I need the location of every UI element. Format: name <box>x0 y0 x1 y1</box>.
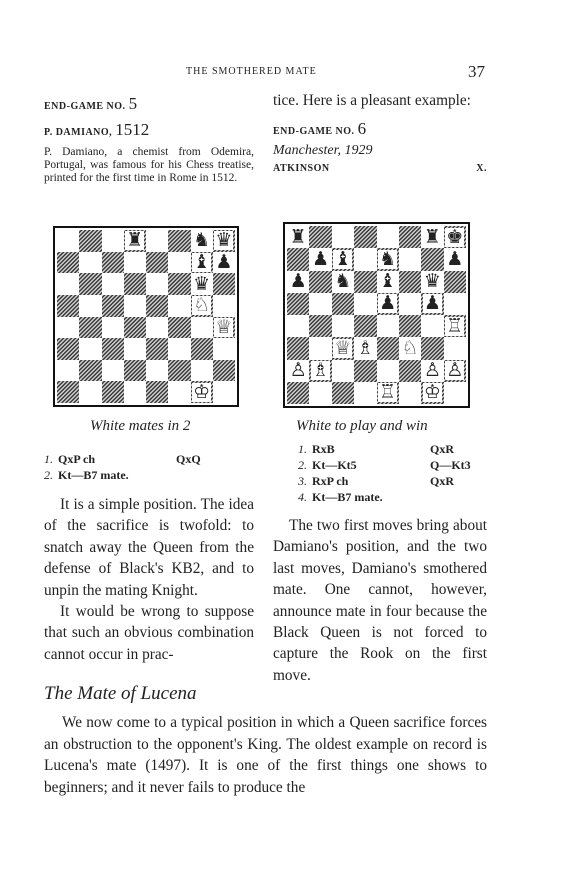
black-move: Q—Kt3 <box>430 458 471 472</box>
chess-piece: ♝ <box>334 248 352 270</box>
board-square <box>168 273 190 295</box>
left-column <box>44 94 254 185</box>
board-square <box>146 273 168 295</box>
board-square <box>421 248 443 270</box>
board-square <box>444 271 466 293</box>
board-square <box>57 295 79 317</box>
chess-piece: ♞ <box>193 230 211 252</box>
board-square <box>124 230 146 252</box>
chess-piece: ♟ <box>379 292 397 315</box>
chess-piece: ♕ <box>334 337 352 359</box>
board-square <box>421 271 443 293</box>
board-square <box>421 315 443 337</box>
chess-piece: ♕ <box>215 316 233 338</box>
player-name: P. DAMIANO, <box>44 127 113 138</box>
board-square <box>79 360 101 382</box>
white-move: Kt—Kt5 <box>312 458 357 472</box>
board-square <box>124 317 146 339</box>
board-square <box>168 360 190 382</box>
move-row <box>44 467 254 483</box>
right-column <box>273 94 487 174</box>
board-square <box>213 381 235 403</box>
section-body-para: We now come to a typical position in which a Queen sacrifice forces an obstruction to the opponent's King. The oldest example on record is Lucena's mate (1497). It is one of the first things one shows to beginners; and it never fails to produce the <box>44 714 487 796</box>
chess-piece: ♘ <box>193 294 211 317</box>
endgame-heading-label: END-GAME NO. <box>44 101 126 112</box>
board-square <box>79 273 101 295</box>
board-square <box>332 337 354 359</box>
board-square <box>287 271 309 293</box>
move-number: 3. <box>298 474 307 488</box>
move-number: 4. <box>298 490 307 504</box>
board-square <box>168 338 190 360</box>
board-square <box>79 338 101 360</box>
board-square <box>421 337 443 359</box>
board-square <box>354 293 376 315</box>
board-square <box>399 382 421 404</box>
players-line <box>273 163 487 174</box>
board-square <box>377 293 399 315</box>
board-square <box>421 360 443 382</box>
black-player: X. <box>476 163 487 175</box>
board-square <box>168 295 190 317</box>
board-square <box>399 271 421 293</box>
board-square <box>309 226 331 248</box>
move-number: 2. <box>298 458 307 472</box>
moves-list-right <box>298 441 488 505</box>
board-square <box>444 248 466 270</box>
board-square <box>57 338 79 360</box>
board-square <box>213 252 235 274</box>
board-square <box>287 315 309 337</box>
board-square <box>191 338 213 360</box>
board-square <box>168 252 190 274</box>
board-square <box>377 226 399 248</box>
board-square <box>79 381 101 403</box>
board-square <box>102 317 124 339</box>
right-carry-text: tice. Here is a pleasant example: <box>273 92 471 109</box>
board-square <box>309 360 331 382</box>
board-square <box>399 337 421 359</box>
board-square <box>168 230 190 252</box>
board-square <box>399 248 421 270</box>
board-square <box>444 360 466 382</box>
chess-piece: ♟ <box>289 270 307 293</box>
board-square <box>287 360 309 382</box>
board-square <box>191 230 213 252</box>
board-square <box>399 226 421 248</box>
move-row <box>298 457 488 473</box>
board-square <box>354 315 376 337</box>
board-square <box>102 381 124 403</box>
board-square <box>287 382 309 404</box>
moves-list-left <box>44 451 254 483</box>
board-square <box>124 360 146 382</box>
board-square <box>332 315 354 337</box>
board-square <box>332 293 354 315</box>
board-square <box>332 360 354 382</box>
board-square <box>444 293 466 315</box>
board-square <box>191 252 213 274</box>
board-square <box>354 226 376 248</box>
board-square <box>444 315 466 337</box>
move-row <box>298 441 488 457</box>
board-square <box>309 248 331 270</box>
move-number: 1. <box>44 452 53 466</box>
endgame-6-heading <box>273 119 487 139</box>
chess-board-left <box>57 230 235 403</box>
chess-piece: ♞ <box>379 248 397 270</box>
board-square <box>57 273 79 295</box>
white-player: ATKINSON <box>273 163 330 175</box>
board-square <box>191 295 213 317</box>
chess-piece: ♖ <box>379 381 397 404</box>
move-row <box>298 489 488 505</box>
board-square <box>124 381 146 403</box>
board-square <box>354 248 376 270</box>
board-square <box>332 271 354 293</box>
chess-piece: ♟ <box>312 248 330 270</box>
black-move: QxQ <box>176 452 201 466</box>
intro-text: P. Damiano, a chemist from Odemira, Portugal, was famous for his Chess treatise, printed for the first time in Rome in 1512. <box>44 146 254 184</box>
chess-piece: ♘ <box>401 337 419 359</box>
board-square <box>79 317 101 339</box>
board-square <box>332 248 354 270</box>
board-square <box>421 226 443 248</box>
board-square <box>287 226 309 248</box>
board-square <box>213 273 235 295</box>
board-square <box>191 360 213 382</box>
board-square <box>309 382 331 404</box>
chess-piece: ♖ <box>446 315 464 337</box>
board-square <box>146 360 168 382</box>
black-move: QxR <box>430 442 454 456</box>
board-square <box>146 381 168 403</box>
chess-piece: ♔ <box>193 381 211 403</box>
board-square <box>354 337 376 359</box>
chess-piece: ♗ <box>312 359 330 382</box>
chess-piece: ♜ <box>289 226 307 248</box>
player-line <box>44 120 254 140</box>
chess-piece: ♙ <box>423 359 441 382</box>
board-square <box>213 360 235 382</box>
board-square <box>213 338 235 360</box>
move-row <box>298 473 488 489</box>
board-square <box>168 317 190 339</box>
board-square <box>309 337 331 359</box>
right-body-para: The two first moves bring about Damiano's position, and the two last moves, Damiano's smothered mate. One cannot, however, announce mate in four because the Black Queen is not forced to capture the Rook on the first move. <box>273 517 487 684</box>
board-square <box>124 252 146 274</box>
board-square <box>57 360 79 382</box>
board-square <box>102 230 124 252</box>
board-square <box>444 382 466 404</box>
player-year: 1512 <box>115 120 150 139</box>
chess-piece: ♝ <box>193 251 211 273</box>
white-move: RxP ch <box>312 474 349 488</box>
board-square <box>213 230 235 252</box>
chess-piece: ♙ <box>446 359 464 382</box>
board-square <box>191 273 213 295</box>
board-square <box>102 252 124 274</box>
board-square <box>377 248 399 270</box>
board-square <box>191 317 213 339</box>
chess-piece: ♛ <box>193 273 211 295</box>
left-body-para-2: It would be wrong to suppose that such an obvious combination cannot occur in prac- <box>44 603 254 663</box>
board-square <box>146 338 168 360</box>
white-move: Kt—B7 mate. <box>312 490 383 504</box>
board-square <box>444 226 466 248</box>
board-square <box>309 271 331 293</box>
chess-piece: ♛ <box>215 230 233 252</box>
running-head-title: THE SMOTHERED MATE <box>186 66 317 77</box>
board-square <box>287 248 309 270</box>
page-number: 37 <box>468 62 485 81</box>
endgame-heading-label: END-GAME NO. <box>273 126 355 138</box>
chess-piece: ♗ <box>356 337 374 359</box>
board-square <box>57 381 79 403</box>
chess-piece: ♝ <box>379 270 397 293</box>
board-caption-right: White to play and win <box>296 418 428 434</box>
board-square <box>146 295 168 317</box>
chess-piece: ♜ <box>126 230 144 252</box>
endgame-5-heading <box>44 94 254 114</box>
white-move: QxP ch <box>58 452 96 466</box>
endgame-number: 5 <box>128 94 138 113</box>
board-square <box>124 295 146 317</box>
game-place: Manchester, 1929 <box>273 143 373 159</box>
board-square <box>102 295 124 317</box>
board-square <box>377 315 399 337</box>
board-square <box>213 317 235 339</box>
board-square <box>399 293 421 315</box>
board-square <box>377 337 399 359</box>
running-head <box>0 62 582 81</box>
board-square <box>79 295 101 317</box>
board-square <box>332 226 354 248</box>
board-square <box>213 295 235 317</box>
board-square <box>168 381 190 403</box>
board-square <box>354 360 376 382</box>
board-caption-left: White mates in 2 <box>90 418 191 434</box>
move-row <box>44 451 254 467</box>
board-square <box>57 230 79 252</box>
board-square <box>287 293 309 315</box>
board-square <box>191 381 213 403</box>
chess-piece: ♚ <box>446 226 464 248</box>
move-number: 1. <box>298 442 307 456</box>
board-square <box>354 382 376 404</box>
chess-piece: ♙ <box>289 359 307 382</box>
chess-piece: ♜ <box>423 226 441 248</box>
chess-piece: ♛ <box>423 270 441 293</box>
board-square <box>399 315 421 337</box>
board-square <box>332 382 354 404</box>
chess-piece: ♔ <box>423 381 441 404</box>
left-body-para-1: It is a simple position. The idea of the sacrifice is twofold: to snatch away the Queen from the defense of Black's KB2, and to unpin the mating Knight. <box>44 496 254 599</box>
board-square <box>57 252 79 274</box>
board-square <box>146 252 168 274</box>
chess-piece: ♟ <box>446 248 464 270</box>
endgame-number: 6 <box>357 119 367 139</box>
board-square <box>57 317 79 339</box>
board-square <box>354 271 376 293</box>
board-square <box>102 338 124 360</box>
board-square <box>102 360 124 382</box>
board-square <box>79 252 101 274</box>
move-number: 2. <box>44 468 53 482</box>
section-title: The Mate of Lucena <box>44 683 197 704</box>
board-square <box>421 382 443 404</box>
board-square <box>377 360 399 382</box>
chess-board-right <box>287 226 466 404</box>
board-square <box>309 293 331 315</box>
white-move: Kt—B7 mate. <box>58 468 129 482</box>
board-square <box>146 230 168 252</box>
board-square <box>102 273 124 295</box>
board-square <box>421 293 443 315</box>
chess-piece: ♟ <box>215 251 233 273</box>
board-square <box>444 337 466 359</box>
board-square <box>377 382 399 404</box>
board-square <box>309 315 331 337</box>
board-square <box>377 271 399 293</box>
black-move: QxR <box>430 474 454 488</box>
board-square <box>399 360 421 382</box>
board-square <box>287 337 309 359</box>
chess-piece: ♟ <box>423 292 441 315</box>
board-square <box>146 317 168 339</box>
chess-piece: ♞ <box>334 270 352 293</box>
board-square <box>124 338 146 360</box>
white-move: RxB <box>312 442 335 456</box>
board-square <box>79 230 101 252</box>
board-square <box>124 273 146 295</box>
